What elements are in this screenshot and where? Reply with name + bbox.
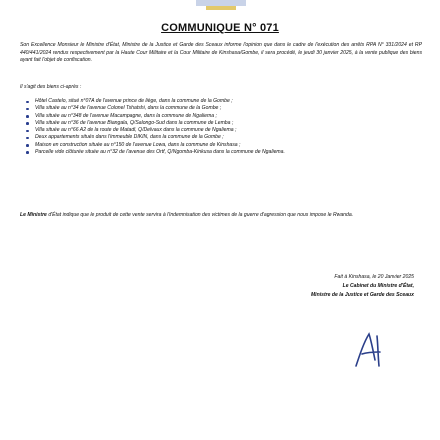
handwritten-signature	[350, 330, 390, 370]
bullet-icon	[26, 122, 29, 125]
ministry-emblem-icon	[166, 0, 276, 14]
list-item: Hôtel Castelo, situé n°07A de l'avenue prince de liège, dans la commune de la Gombe ;	[26, 98, 422, 105]
signature-block	[264, 273, 414, 300]
bullet-icon	[26, 101, 29, 104]
confiscated-items-list	[26, 98, 422, 156]
office-name: Le Cabinet du Ministre d'État,	[342, 283, 414, 289]
bullet-icon	[26, 137, 29, 140]
list-item: Villa située au n°36 de l'avenue Biangala, Q/Salongo-Sud dans la commune de Lemba ;	[26, 120, 422, 127]
list-item: Villa située au n°66 A2 de la route de Matadi, Q/Delvaux dans la commune de Ngaliema ;	[26, 127, 422, 134]
list-item: Villa située au n°34 de l'avenue Colonel Tshatshi, dans la commune de la Gombe ;	[26, 105, 422, 112]
list-item: Parcelle vide clôturée située au n°32 de l'avenue des Ortf, Q/Ngomba-Kinkusa dans la commune de Ngaliema.	[26, 149, 422, 156]
conclusion-paragraph	[20, 212, 422, 220]
conclusion-label: Le Ministre	[20, 212, 47, 218]
ministry-name: Ministre de la Justice et Garde des Sceaux	[310, 292, 414, 298]
place-date: Fait à Kinshasa, le 20 Janvier 2025	[334, 274, 414, 280]
bullet-icon	[26, 151, 29, 154]
list-item: Maison en construction située au n°150 de l'avenue Lowa, dans la commune de Kinshasa ;	[26, 142, 422, 149]
list-item: Deux appartements situés dans l'immeuble DIKIN, dans la commune de la Gombe ;	[26, 134, 422, 141]
bullet-icon	[26, 108, 29, 111]
bullet-icon	[26, 130, 29, 133]
items-lead: Il s'agit des biens ci-après :	[20, 84, 82, 90]
intro-paragraph: Son Excellence Monsieur le Ministre d'État, Ministre de la Justice et Garde des Sceaux informe l'opinion que dans le cadre de l'exécution des arrêts RPA N° 331/2024 et RP 440/441/2024 rendus respectivement par la Haute Cour Militaire et la Cour Militaire de Kinshasa/Gombe, il sera procédé, le jeudi 30 janvier 2025, à la vente publique des biens ayant fait l'objet de confiscation.	[20, 42, 422, 64]
bullet-icon	[26, 115, 29, 118]
list-item: Villa située au n°348 de l'avenue Macampagne, dans la commune de Ngaliema ;	[26, 113, 422, 120]
conclusion-text: d'État indique que le produit de cette vente servira à l'indemnisation des victimes de la guerre d'agression que nous impose le Rwanda.	[48, 212, 354, 218]
communique-title: COMMUNIQUE N° 071	[161, 22, 279, 34]
bullet-icon	[26, 144, 29, 147]
